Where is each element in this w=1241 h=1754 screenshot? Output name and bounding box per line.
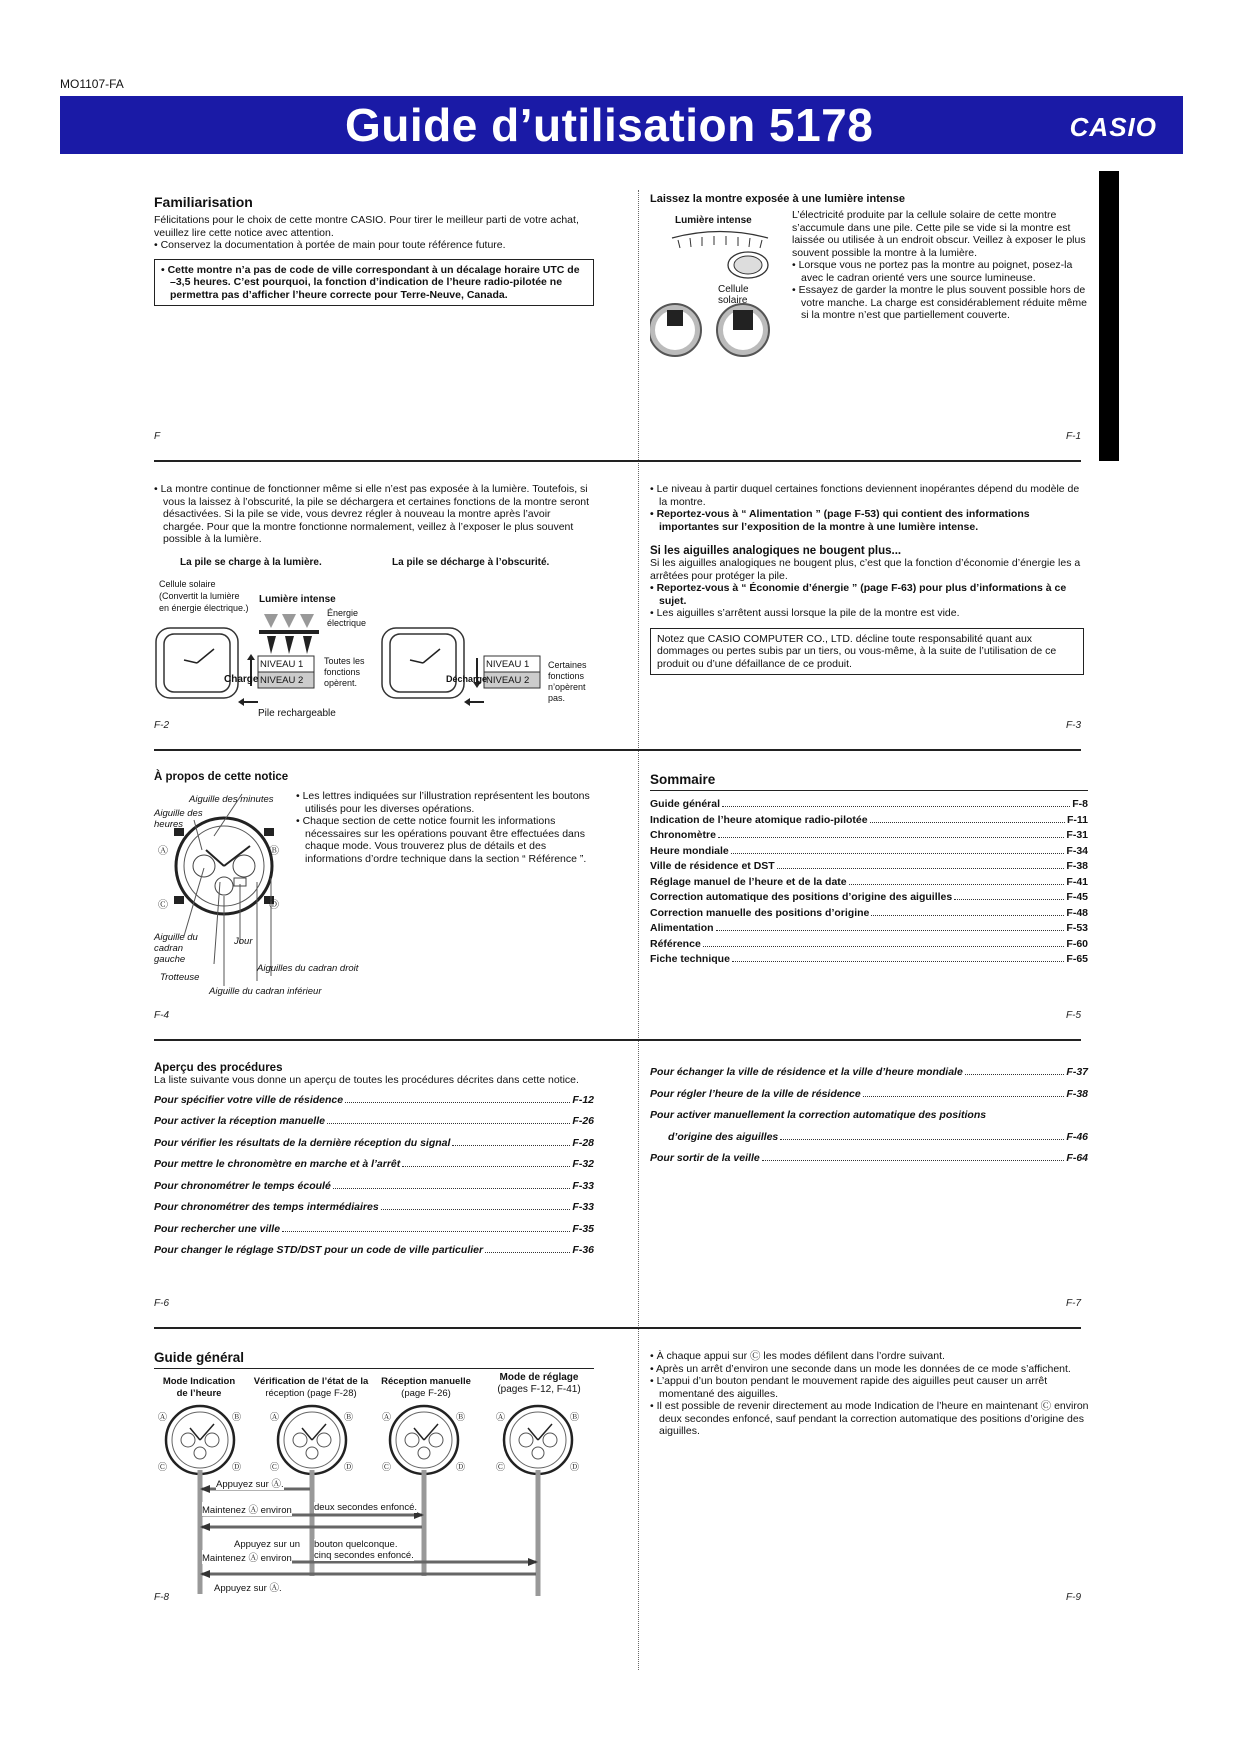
charge-section xyxy=(154,483,594,546)
page-number: F-7 xyxy=(1066,1298,1081,1309)
mode-watch-button-label: Ⓓ xyxy=(570,1463,580,1473)
light-figure xyxy=(650,210,775,370)
toc-item[interactable]: Heure mondiale F-34 xyxy=(650,844,1088,857)
procedure-item[interactable]: Pour sortir de la veille F-64 xyxy=(650,1152,1088,1164)
guide-bullet-3: • L’appui d’un bouton pendant le mouvement rapide des aiguilles peut causer un arrêt momentané des aiguilles. xyxy=(650,1375,1048,1400)
familiarisation-bullet: • Conservez la documentation à portée de main pour toute référence future. xyxy=(154,239,506,251)
charge-diagram-graphic xyxy=(154,574,594,724)
label-right-dial: Aiguilles du cadran droit xyxy=(257,963,359,974)
column-divider xyxy=(638,190,639,1670)
charge-bullet: • La montre continue de fonctionner même si elle n’est pas exposée à la lumière. Toutefois, si vous la laissez à l’obscurité, la pile se déchargera et certaines fonctions de la montre seront désactivées. Si la pile se vide, vous devrez régler à nouveau la montre après l’avoir chargée. Pour que la montre fonctionne normalement, veillez à l’exposer le plus souvent possible à la lumière. xyxy=(154,483,590,545)
toc-item[interactable]: Alimentation F-53 xyxy=(650,922,1088,934)
label-second-hand: Trotteuse xyxy=(160,972,200,983)
warning-box xyxy=(154,259,594,307)
about-bullet-2: • Chaque section de cette notice fournit les informations nécessaires sur les opérations pouvant être effectuées dans chaque mode. Vous trouverez plus de détails et des informations d’ordre technique dans la section “ Référence ”. xyxy=(296,815,587,865)
charge-title: La pile se charge à la lumière. xyxy=(180,557,322,568)
about-text xyxy=(296,790,591,865)
toc-item[interactable]: Guide général F-8 xyxy=(650,798,1088,810)
level-1-label: NIVEAU 1 xyxy=(486,659,530,670)
guide-bullet-2: • Après un arrêt d’environ une seconde dans un mode les données de ce mode s’affichent. xyxy=(650,1362,1071,1375)
figure-label-solar-cell: Cellule solaire xyxy=(718,284,749,306)
battery-label: Pile rechargeable xyxy=(258,708,336,719)
action-press-a-return: Appuyez sur Ⓐ. xyxy=(214,1580,282,1594)
analog-hands-text: Si les aiguilles analogiques ne bougent plus, c’est que la fonction d’économie d’énergie les a arrêtées pour protéger la pile. xyxy=(650,557,1081,582)
disclaimer-text: Notez que CASIO COMPUTER CO., LTD. décline toute responsabilité quant aux dommages ou pertes subis par un tiers, ou vous-même, à la suite de l’utilisation de ce produit ou d’une défaillance de ce produit. xyxy=(657,632,1057,670)
analog-hands-section xyxy=(650,483,1090,675)
page-number: F-3 xyxy=(1066,720,1081,731)
general-guide-title-wrap xyxy=(154,1350,594,1369)
procedures-intro: La liste suivante vous donne un aperçu de toutes les procédures décrites dans cette notice. xyxy=(154,1074,579,1086)
procedure-item[interactable]: Pour vérifier les résultats de la dernière réception du signal F-28 xyxy=(154,1136,594,1149)
general-guide-notes xyxy=(650,1350,1090,1438)
section-separator xyxy=(154,1039,1081,1041)
action-hold-a-5s: Maintenez Ⓐ environ xyxy=(202,1550,292,1564)
watch-diagram-about xyxy=(154,786,294,986)
general-guide-title: Guide général xyxy=(154,1350,594,1369)
light-bullet-2: • Essayez de garder la montre le plus souvent possible hors de votre manche. La charge est considérablement réduite même si la montre n’est que partiellement couverte. xyxy=(792,284,1087,321)
mode-watch-button-label: Ⓑ xyxy=(232,1413,242,1423)
light-text xyxy=(792,209,1092,322)
mode-watch-button-label: Ⓐ xyxy=(270,1413,280,1423)
toc-item[interactable]: Réglage manuel de l’heure et de la date F-41 xyxy=(650,875,1088,888)
mode-diagram xyxy=(154,1372,594,1596)
discharge-title: La pile se décharge à l’obscurité. xyxy=(392,557,550,568)
procedure-item[interactable]: Pour rechercher une ville F-35 xyxy=(154,1222,594,1235)
all-functions-label: Toutes les fonctions opèrent. xyxy=(324,656,365,688)
familiarisation-section xyxy=(154,194,594,306)
procedure-item: Pour activer manuellement la correction automatique des positions xyxy=(650,1109,987,1121)
mode-watch-button-label: Ⓒ xyxy=(496,1463,506,1473)
level-2-label: NIVEAU 2 xyxy=(486,675,530,686)
level-bullet: • Le niveau à partir duquel certaines fonctions deviennent inopérantes dépend du modèle de la montre. xyxy=(650,483,1080,508)
section-separator xyxy=(154,749,1081,751)
mode-watch-button-label: Ⓑ xyxy=(344,1413,354,1423)
figure-label-light: Lumière intense xyxy=(675,215,752,226)
familiarisation-title: Familiarisation xyxy=(154,194,253,210)
procedure-item[interactable]: Pour changer le réglage STD/DST pour un code de ville particulier F-36 xyxy=(154,1244,594,1256)
mode-watch-button-label: Ⓓ xyxy=(344,1463,354,1473)
label-day: Jour xyxy=(234,936,253,947)
mode-setting: Mode de réglage (pages F-12, F-41) xyxy=(497,1372,581,1395)
procedure-item[interactable]: Pour mettre le chronomètre en marche et à l’arrêt F-32 xyxy=(154,1158,594,1170)
label-minutes-hand: Aiguille des minutes xyxy=(189,794,274,805)
mode-reception-check: Vérification de l’état de la réception (page F-28) xyxy=(253,1376,369,1399)
mode-watch-button-label: Ⓒ xyxy=(382,1463,392,1473)
level-1-label: NIVEAU 1 xyxy=(260,659,304,670)
charge-label: Charge xyxy=(224,674,259,685)
mode-watch-button-label: Ⓑ xyxy=(456,1413,466,1423)
document-code: MO1107-FA xyxy=(60,77,124,91)
toc-list xyxy=(650,797,1088,968)
mode-watch-button-label: Ⓐ xyxy=(496,1413,506,1423)
light-section xyxy=(650,193,1090,206)
about-title-wrap xyxy=(154,771,288,783)
document-title: Guide d’utilisation 5178 xyxy=(345,99,874,151)
action-hold-a-5s-end: cinq secondes enfoncé. xyxy=(314,1550,414,1561)
mode-watch-button-label: Ⓑ xyxy=(570,1413,580,1423)
procedure-item[interactable]: Pour chronométrer le temps écoulé F-33 xyxy=(154,1179,594,1192)
action-hold-a-2s: Maintenez Ⓐ environ xyxy=(202,1502,292,1516)
mode-watch-button-label: Ⓓ xyxy=(456,1463,466,1473)
procedure-item[interactable]: Pour échanger la ville de résidence et la ville d’heure mondiale F-37 xyxy=(650,1066,1088,1078)
label-left-dial: Aiguille du cadran gauche xyxy=(154,932,198,965)
label-hours-hand: Aiguille des heures xyxy=(154,808,203,830)
button-a-label: Ⓐ xyxy=(158,846,168,857)
button-c-label: Ⓒ xyxy=(158,900,168,911)
casio-logo: CASIO xyxy=(1069,112,1157,142)
procedure-item[interactable]: Pour spécifier votre ville de résidence F-12 xyxy=(154,1093,594,1106)
toc-item[interactable]: Chronomètre F-31 xyxy=(650,829,1088,841)
button-b-label: Ⓑ xyxy=(269,846,279,857)
familiarisation-intro: Félicitations pour le choix de cette montre CASIO. Pour tirer le meilleur parti de votre achat, veuillez lire cette notice avec attention. xyxy=(154,214,579,239)
disclaimer-box xyxy=(650,628,1084,676)
about-bullet-1: • Les lettres indiquées sur l’illustration représentent les boutons utilisés pour les diverses opérations. xyxy=(296,790,590,815)
toc-item[interactable]: Référence F-60 xyxy=(650,937,1088,950)
mode-watch-button-label: Ⓒ xyxy=(158,1463,168,1473)
page-number: F-8 xyxy=(154,1592,169,1603)
sidebar-tab xyxy=(1099,171,1119,461)
toc-title: Sommaire xyxy=(650,772,1088,791)
guide-bullet-4: • Il est possible de revenir directement au mode Indication de l’heure en maintenant Ⓒ environ deux secondes enfoncé, sauf pendant la correction automatique des positions d’origine des aiguilles. xyxy=(650,1400,1089,1437)
procedures-list xyxy=(154,1090,594,1262)
procedures-section xyxy=(154,1062,594,1262)
about-title: À propos de cette notice xyxy=(154,771,289,783)
procedures-right xyxy=(650,1062,1088,1170)
action-press-any-end: bouton quelconque. xyxy=(314,1539,398,1550)
procedure-item[interactable]: Pour activer la réception manuelle F-26 xyxy=(154,1115,594,1127)
title-banner xyxy=(60,96,1183,154)
warning-text: • Cette montre n’a pas de code de ville correspondant à un décalage horaire UTC de –3,5 heures. C’est pourquoi, la fonction d’indication de l’heure radio-pilotée ne permettra pas d’afficher l’heure correcte pour Terre-Neuve, Canada. xyxy=(161,263,580,301)
light-paragraph: L’électricité produite par la cellule solaire de cette montre s’accumule dans une pile. Cette pile se vide si la montre est laissée ou utilisée à un endroit obscur. Veillez à exposer le plus souvent possible la montre à la lumière. xyxy=(792,209,1086,259)
page-number: F-4 xyxy=(154,1010,169,1021)
procedure-item[interactable]: Pour chronométrer des temps intermédiaires F-33 xyxy=(154,1201,594,1213)
mode-timekeeping: Mode Indication de l’heure xyxy=(162,1376,236,1399)
action-press-any: Appuyez sur un xyxy=(234,1539,301,1550)
procedure-item[interactable]: Pour régler l’heure de la ville de résidence F-38 xyxy=(650,1087,1088,1100)
page-number: F xyxy=(154,431,161,442)
button-d-label: Ⓓ xyxy=(269,900,279,911)
page-number: F-5 xyxy=(1066,1010,1081,1021)
discharge-label: Décharge xyxy=(446,674,488,684)
mode-watch-button-label: Ⓐ xyxy=(382,1413,392,1423)
section-separator xyxy=(154,460,1081,462)
page-number: F-9 xyxy=(1066,1592,1081,1603)
mode-watch-button-label: Ⓒ xyxy=(270,1463,280,1473)
some-functions-label: Certaines fonctions n’opèrent pas. xyxy=(548,660,587,703)
light-title: Laissez la montre exposée à une lumière intense xyxy=(650,193,905,205)
page-number: F-2 xyxy=(154,720,169,731)
label-bottom-dial: Aiguille du cadran inférieur xyxy=(209,986,322,997)
charge-diagram xyxy=(154,574,594,724)
power-saving-reference: • Reportez-vous à “ Économie d’énergie ” (page F-63) pour plus d’informations à ce sujet. xyxy=(650,582,1067,607)
light-label: Lumière intense xyxy=(259,594,336,605)
mode-watch-button-label: Ⓐ xyxy=(158,1413,168,1423)
analog-hands-title: Si les aiguilles analogiques ne bougent plus... xyxy=(650,545,902,557)
mode-manual-reception: Réception manuelle (page F-26) xyxy=(381,1376,471,1399)
action-press-a: Appuyez sur Ⓐ. xyxy=(216,1476,284,1490)
action-hold-a-2s-end: deux secondes enfoncé. xyxy=(314,1502,417,1513)
guide-bullet-1: • À chaque appui sur Ⓒ les modes défilent dans l’ordre suivant. xyxy=(650,1350,945,1362)
solar-label: Cellule solaire (Convertit la lumière en énergie électrique.) xyxy=(159,579,249,613)
page-number: F-6 xyxy=(154,1298,169,1309)
energy-label: Énergie électrique xyxy=(327,608,367,628)
toc-item[interactable]: Correction automatique des positions d’origine des aiguilles F-45 xyxy=(650,891,1088,903)
toc-item[interactable]: Fiche technique F-65 xyxy=(650,953,1088,965)
toc-item[interactable]: Ville de résidence et DST F-38 xyxy=(650,860,1088,872)
power-reference: • Reportez-vous à “ Alimentation ” (page F-53) qui contient des informations importantes sur l’exposition de la montre à une lumière intense. xyxy=(650,508,1030,533)
procedure-item[interactable]: d’origine des aiguilles F-46 xyxy=(668,1130,1088,1143)
toc-item[interactable]: Correction manuelle des positions d’origine F-48 xyxy=(650,906,1088,919)
level-2-label: NIVEAU 2 xyxy=(260,675,304,686)
hands-stop-bullet: • Les aiguilles s’arrêtent aussi lorsque la pile de la montre est vide. xyxy=(650,607,960,619)
toc-item[interactable]: Indication de l’heure atomique radio-pilotée F-11 xyxy=(650,813,1088,826)
section-separator xyxy=(154,1327,1081,1329)
page-number: F-1 xyxy=(1066,431,1081,442)
procedures-title: Aperçu des procédures xyxy=(154,1062,283,1074)
mode-watch-button-label: Ⓓ xyxy=(232,1463,242,1473)
light-bullet-1: • Lorsque vous ne portez pas la montre au poignet, posez-la avec le cadran orienté vers une source lumineuse. xyxy=(792,259,1073,284)
toc-section xyxy=(650,772,1088,968)
